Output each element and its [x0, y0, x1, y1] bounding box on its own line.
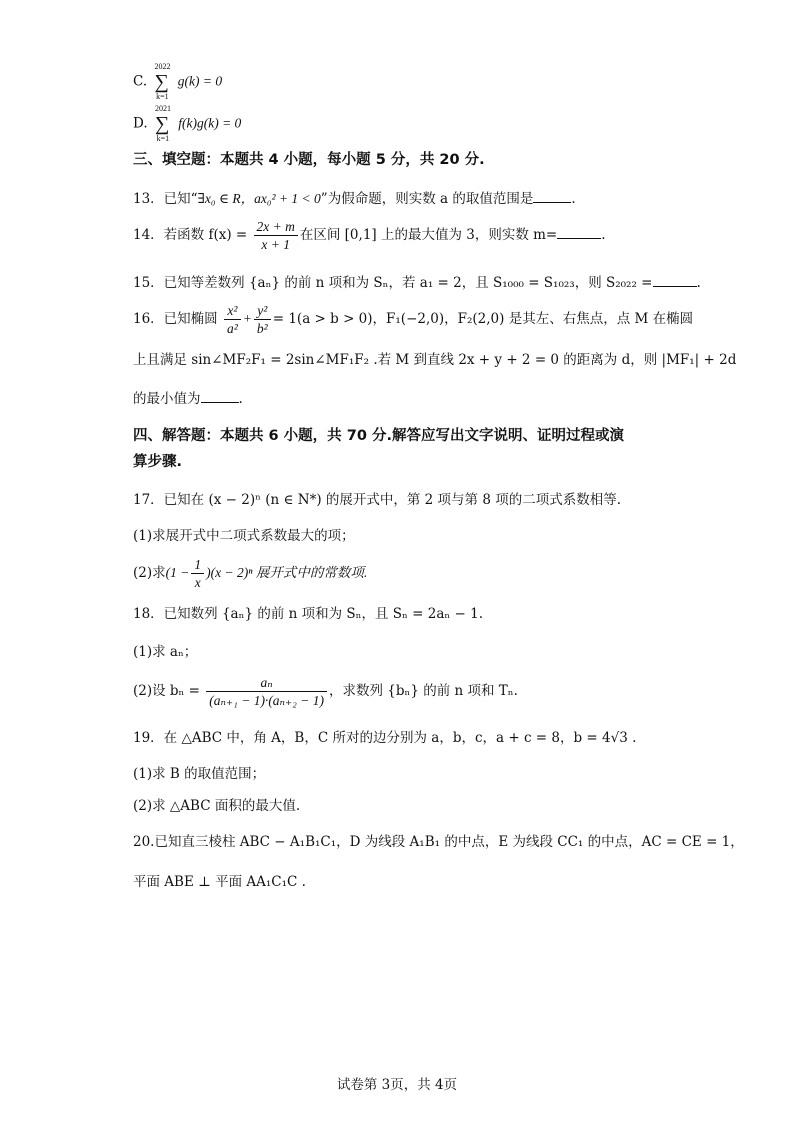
- answer-blank: [201, 388, 239, 403]
- sum-upper-limit: 2022: [154, 62, 171, 71]
- q14-prefix: 14．若函数 f(x) =: [133, 227, 248, 243]
- q13-suffix: ”为假命题，则实数 a 的取值范围是: [320, 191, 534, 207]
- q14-numerator: 2x + m: [254, 218, 298, 236]
- q13-prefix: 13．已知“: [133, 191, 198, 207]
- question-19-part2: (2)求 △ABC 面积的最大值.: [133, 798, 301, 814]
- question-16-line2: 上且满足 sin∠MF₂F₁ = 2sin∠MF₁F₂ .若 M 到直线 2x + y + 2 = 0 的距离为 d，则 |MF₁| + 2d: [133, 352, 737, 368]
- question-18: 18．已知数列 {aₙ} 的前 n 项和为 Sₙ，且 Sₙ = 2aₙ − 1.: [133, 606, 484, 622]
- q17-p2-prefix: (2)求: [133, 565, 166, 581]
- q13-condition: ∃x₀ ∈ R，ax₀² + 1 < 0: [197, 191, 321, 206]
- q16-denominator-a: a²: [226, 321, 238, 336]
- option-d-body: f(k)g(k) = 0: [178, 115, 242, 131]
- q13-end: .: [571, 191, 576, 207]
- q15-end: .: [696, 275, 701, 291]
- question-20-line1: 20.已知直三棱柱 ABC − A₁B₁C₁，D 为线段 A₁B₁ 的中点，E 为线段 CC₁ 的中点，AC = CE = 1，: [133, 834, 744, 850]
- question-17: 17．已知在 (x − 2)ⁿ (n ∈ N*) 的展开式中，第 2 项与第 8 项的二项式系数相等.: [133, 492, 622, 508]
- q16-end: .: [238, 391, 243, 407]
- q14-suffix: 在区间 [0,1] 上的最大值为 3，则实数 m=: [299, 227, 558, 243]
- question-17-part2: [133, 556, 367, 591]
- q16-fraction-y: [254, 302, 271, 337]
- q18-fraction: [206, 674, 327, 709]
- q17-p2-right: )(x − 2)ⁿ 展开式中的常数项.: [206, 565, 368, 580]
- q17-numerator: 1: [191, 556, 204, 574]
- option-c: [133, 62, 222, 102]
- question-19: 19．在 △ABC 中，角 A，B，C 所对的边分别为 a，b，c，a + c = 8，b = 4√3 .: [133, 730, 637, 746]
- question-15: [133, 272, 701, 293]
- q14-end: .: [601, 227, 606, 243]
- section-3-heading: 三、填空题：本题共 4 小题，每小题 5 分，共 20 分.: [133, 152, 485, 168]
- q16-fraction-x: [224, 302, 241, 337]
- question-16: [133, 302, 693, 337]
- q16-line3: 的最小值为: [133, 391, 201, 407]
- question-19-part1: (1)求 B 的取值范围；: [133, 766, 266, 782]
- summation-symbol: 2021 ∑ k=1: [152, 104, 174, 144]
- q14-denominator: x + 1: [261, 237, 290, 252]
- q18-denominator: (aₙ₊₁ − 1)·(aₙ₊₂ − 1): [209, 693, 324, 708]
- question-13: [133, 188, 576, 209]
- q18-numerator: aₙ: [206, 674, 327, 692]
- answer-blank: [557, 224, 601, 239]
- sum-lower-limit: k=1: [156, 92, 169, 101]
- q18-p2-prefix: (2)设 bₙ =: [133, 683, 200, 699]
- q16-mid: = 1(a > b > 0)，F₁(−2,0)，F₂(2,0) 是其左、右焦点，点 M 在椭圆: [272, 311, 694, 327]
- option-d: [133, 104, 241, 144]
- section-4-heading-line1: 四、解答题：本题共 6 小题，共 70 分.解答应写出文字说明、证明过程或演: [133, 428, 624, 444]
- q16-prefix: 16．已知椭圆: [133, 311, 218, 327]
- question-17-part1: (1)求展开式中二项式系数最大的项；: [133, 528, 355, 544]
- q17-p2-left: (1 −: [165, 565, 190, 580]
- q14-fraction: [254, 218, 298, 253]
- q17-fraction: [191, 556, 204, 591]
- q16-numerator-x: x²: [224, 302, 241, 320]
- question-16-line3: [133, 388, 243, 409]
- q16-denominator-b: b²: [256, 321, 268, 336]
- q16-numerator-y: y²: [254, 302, 271, 320]
- page-footer: 试卷第 3页，共 4页: [336, 1077, 458, 1093]
- question-14: [133, 218, 606, 253]
- option-c-label: C.: [133, 73, 148, 90]
- answer-blank: [533, 188, 571, 203]
- answer-blank: [653, 272, 697, 287]
- summation-symbol: 2022 ∑ k=1: [151, 62, 173, 102]
- question-18-part2: [133, 674, 518, 709]
- q16-plus: +: [242, 311, 252, 326]
- q17-denominator: x: [194, 575, 201, 590]
- sum-upper-limit: 2021: [154, 104, 171, 113]
- section-4-heading-line2: 算步骤.: [133, 454, 183, 470]
- option-d-label: D.: [133, 115, 148, 132]
- question-18-part1: (1)求 aₙ；: [133, 644, 198, 660]
- question-20-line2: 平面 ABE ⊥ 平面 AA₁C₁C .: [133, 874, 306, 890]
- q18-p2-suffix: ，求数列 {bₙ} 的前 n 项和 Tₙ.: [328, 683, 518, 699]
- option-c-body: g(k) = 0: [177, 73, 223, 89]
- sum-lower-limit: k=1: [156, 134, 170, 143]
- q15-text: 15．已知等差数列 {aₙ} 的前 n 项和为 Sₙ，若 a₁ = 2，且 S₁₀₀₀ = S₁₀₂₃，则 S₂₀₂₂ =: [133, 275, 653, 291]
